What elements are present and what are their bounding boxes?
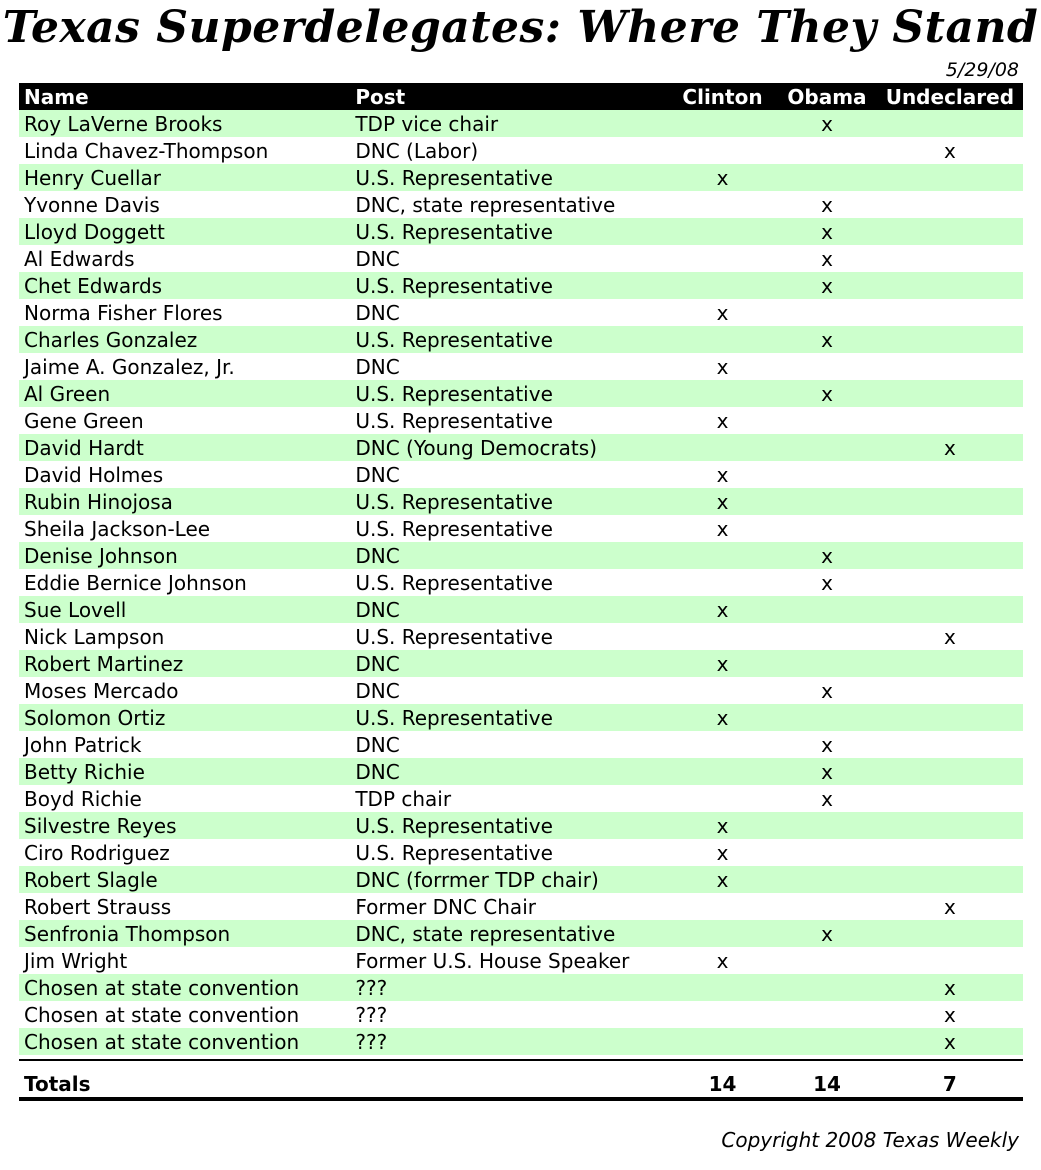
cell-post: DNC — [355, 246, 400, 271]
table-row — [19, 650, 1023, 677]
table-row — [19, 974, 1023, 1001]
totals-row — [19, 1070, 1023, 1098]
totals-label: Totals — [24, 1072, 91, 1096]
cell-post: U.S. Representative — [355, 570, 553, 595]
cell-obama: x — [821, 327, 833, 352]
cell-post: U.S. Representative — [355, 273, 553, 298]
cell-post: DNC — [355, 462, 400, 487]
table-row — [19, 137, 1023, 164]
cell-undeclared: x — [943, 1029, 956, 1054]
superdelegates-table — [19, 83, 1023, 1055]
cell-post: ??? — [355, 1029, 388, 1054]
cell-undeclared: x — [943, 894, 956, 919]
cell-name: David Holmes — [24, 462, 164, 487]
table-row — [19, 407, 1023, 434]
cell-obama: x — [821, 759, 833, 784]
cell-undeclared: x — [943, 624, 956, 649]
cell-name: Eddie Bernice Johnson — [24, 570, 247, 595]
cell-name: Norma Fisher Flores — [24, 300, 223, 325]
cell-post: DNC (forrmer TDP chair) — [355, 867, 599, 892]
table-row — [19, 569, 1023, 596]
cell-name: Nick Lampson — [24, 624, 165, 649]
cell-name: Silvestre Reyes — [24, 813, 177, 838]
table-row — [19, 191, 1023, 218]
header-name: Name — [24, 84, 89, 109]
cell-post: DNC — [355, 300, 400, 325]
cell-post: ??? — [355, 975, 388, 1000]
cell-post: U.S. Representative — [355, 624, 553, 649]
cell-undeclared: x — [943, 1002, 956, 1027]
cell-name: Rubin Hinojosa — [24, 489, 173, 514]
cell-post: U.S. Representative — [355, 705, 553, 730]
cell-post: U.S. Representative — [355, 219, 553, 244]
cell-post: U.S. Representative — [355, 408, 553, 433]
cell-name: Chosen at state convention — [24, 975, 300, 1000]
cell-name: Linda Chavez-Thompson — [24, 138, 269, 163]
cell-clinton: x — [716, 705, 729, 730]
date-label: 5/29/08 — [945, 59, 1019, 81]
table-row — [19, 110, 1023, 137]
totals-obama: 14 — [813, 1072, 841, 1096]
table-row — [19, 353, 1023, 380]
totals-undeclared: 7 — [942, 1072, 957, 1096]
table-row — [19, 380, 1023, 407]
table-row — [19, 947, 1023, 974]
cell-obama: x — [821, 111, 833, 136]
totals-divider — [19, 1059, 1023, 1061]
cell-obama: x — [821, 732, 833, 757]
cell-obama: x — [821, 786, 833, 811]
cell-name: Senfronia Thompson — [24, 921, 231, 946]
cell-name: Henry Cuellar — [24, 165, 161, 190]
cell-name: Denise Johnson — [24, 543, 178, 568]
cell-undeclared: x — [943, 435, 956, 460]
cell-clinton: x — [716, 867, 729, 892]
cell-name: Sue Lovell — [24, 597, 127, 622]
cell-name: Yvonne Davis — [24, 192, 160, 217]
table-row — [19, 596, 1023, 623]
cell-post: DNC — [355, 354, 400, 379]
cell-name: Jim Wright — [24, 948, 128, 973]
table-row — [19, 245, 1023, 272]
cell-post: TDP chair — [355, 786, 452, 811]
cell-post: ??? — [355, 1002, 388, 1027]
header-post: Post — [355, 84, 406, 109]
cell-clinton: x — [716, 408, 729, 433]
cell-post: DNC (Young Democrats) — [355, 435, 597, 460]
cell-name: Robert Slagle — [24, 867, 158, 892]
cell-name: Boyd Richie — [24, 786, 142, 811]
cell-post: U.S. Representative — [355, 813, 553, 838]
table-row — [19, 785, 1023, 812]
cell-name: Lloyd Doggett — [24, 219, 165, 244]
cell-name: Ciro Rodriguez — [24, 840, 170, 865]
cell-name: Robert Martinez — [24, 651, 184, 676]
header-undeclared: Undeclared — [885, 84, 1015, 109]
table-row — [19, 677, 1023, 704]
cell-post: DNC (Labor) — [355, 138, 479, 163]
cell-obama: x — [821, 192, 833, 217]
cell-name: Al Edwards — [24, 246, 135, 271]
table-row — [19, 218, 1023, 245]
cell-clinton: x — [716, 651, 729, 676]
table-row — [19, 272, 1023, 299]
cell-name: Solomon Ortiz — [24, 705, 166, 730]
cell-clinton: x — [716, 300, 729, 325]
cell-post: DNC — [355, 678, 400, 703]
cell-clinton: x — [716, 462, 729, 487]
table-row — [19, 461, 1023, 488]
table-row — [19, 866, 1023, 893]
cell-post: DNC — [355, 651, 400, 676]
cell-post: U.S. Representative — [355, 489, 553, 514]
table-row — [19, 515, 1023, 542]
table-row — [19, 623, 1023, 650]
cell-name: Jaime A. Gonzalez, Jr. — [24, 354, 235, 379]
cell-name: David Hardt — [24, 435, 144, 460]
cell-post: Former U.S. House Speaker — [355, 948, 630, 973]
table-row — [19, 434, 1023, 461]
table-row — [19, 542, 1023, 569]
cell-clinton: x — [716, 354, 729, 379]
cell-obama: x — [821, 246, 833, 271]
cell-name: Chosen at state convention — [24, 1002, 300, 1027]
cell-undeclared: x — [943, 975, 956, 1000]
bottom-rule — [19, 1097, 1023, 1101]
table-row — [19, 488, 1023, 515]
cell-post: U.S. Representative — [355, 516, 553, 541]
cell-post: U.S. Representative — [355, 381, 553, 406]
cell-post: U.S. Representative — [355, 165, 553, 190]
header-obama: Obama — [787, 84, 867, 109]
cell-name: Chosen at state convention — [24, 1029, 300, 1054]
cell-obama: x — [821, 273, 833, 298]
cell-name: Al Green — [24, 381, 111, 406]
header-clinton: Clinton — [682, 84, 763, 109]
cell-post: U.S. Representative — [355, 840, 553, 865]
cell-clinton: x — [716, 840, 729, 865]
table-row — [19, 920, 1023, 947]
cell-obama: x — [821, 678, 833, 703]
cell-obama: x — [821, 381, 833, 406]
cell-post: TDP vice chair — [355, 111, 499, 136]
cell-name: Sheila Jackson-Lee — [24, 516, 211, 541]
cell-clinton: x — [716, 516, 729, 541]
table-row — [19, 1028, 1023, 1055]
cell-obama: x — [821, 921, 833, 946]
table-row — [19, 1001, 1023, 1028]
cell-clinton: x — [716, 597, 729, 622]
cell-name: Chet Edwards — [24, 273, 163, 298]
cell-clinton: x — [716, 948, 729, 973]
cell-name: Betty Richie — [24, 759, 145, 784]
cell-post: DNC — [355, 597, 400, 622]
cell-post: U.S. Representative — [355, 327, 553, 352]
table-header — [19, 83, 1023, 110]
cell-name: Charles Gonzalez — [24, 327, 198, 352]
cell-obama: x — [821, 543, 833, 568]
cell-post: DNC — [355, 732, 400, 757]
cell-clinton: x — [716, 813, 729, 838]
cell-obama: x — [821, 570, 833, 595]
cell-name: Robert Strauss — [24, 894, 172, 919]
cell-obama: x — [821, 219, 833, 244]
cell-post: DNC — [355, 759, 400, 784]
cell-name: Moses Mercado — [24, 678, 179, 703]
totals-clinton: 14 — [708, 1072, 737, 1096]
cell-post: DNC — [355, 543, 400, 568]
cell-post: Former DNC Chair — [355, 894, 536, 919]
table-row — [19, 812, 1023, 839]
cell-undeclared: x — [943, 138, 956, 163]
cell-post: DNC, state representative — [355, 921, 616, 946]
table-body — [19, 110, 1023, 1055]
cell-clinton: x — [716, 489, 729, 514]
cell-name: John Patrick — [24, 732, 142, 757]
table-row — [19, 758, 1023, 785]
cell-name: Roy LaVerne Brooks — [24, 111, 223, 136]
page-title: Texas Superdelegates: Where They Stand — [2, 2, 1039, 53]
cell-post: DNC, state representative — [355, 192, 616, 217]
table-row — [19, 893, 1023, 920]
cell-name: Gene Green — [24, 408, 144, 433]
copyright-note: Copyright 2008 Texas Weekly — [721, 1128, 1019, 1152]
table-row — [19, 731, 1023, 758]
table-row — [19, 164, 1023, 191]
table-row — [19, 704, 1023, 731]
cell-clinton: x — [716, 165, 729, 190]
table-row — [19, 299, 1023, 326]
table-row — [19, 839, 1023, 866]
table-row — [19, 326, 1023, 353]
